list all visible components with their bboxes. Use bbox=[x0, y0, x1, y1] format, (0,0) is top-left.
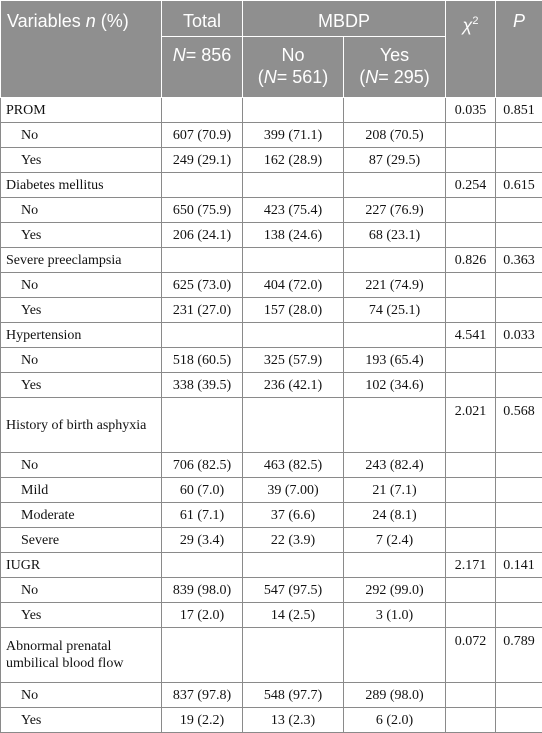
chi-square-cell: 0.254 bbox=[446, 173, 496, 198]
table-row bbox=[1, 173, 542, 198]
chi-square-cell bbox=[446, 223, 496, 248]
chi-square-cell bbox=[446, 373, 496, 398]
mbdp-yes-cell: 221 (74.9) bbox=[344, 273, 446, 298]
mbdp-yes-cell: 193 (65.4) bbox=[344, 348, 446, 373]
mbdp-yes-cell bbox=[344, 553, 446, 578]
category-label-cell: Yes bbox=[1, 298, 162, 323]
p-value-cell bbox=[496, 348, 542, 373]
mbdp-no-cell: 13 (2.3) bbox=[243, 708, 344, 733]
mbdp-no-cell: 22 (3.9) bbox=[243, 528, 344, 553]
mbdp-no-cell bbox=[243, 628, 344, 683]
category-label-cell: No bbox=[1, 123, 162, 148]
mbdp-no-cell: 548 (97.7) bbox=[243, 683, 344, 708]
table-row bbox=[1, 528, 542, 553]
table-row bbox=[1, 98, 542, 123]
variable-name-cell: Hypertension bbox=[1, 323, 162, 348]
table-row bbox=[1, 248, 542, 273]
mbdp-yes-cell: 74 (25.1) bbox=[344, 298, 446, 323]
p-value-cell bbox=[496, 123, 542, 148]
category-label-cell: Yes bbox=[1, 708, 162, 733]
p-value-cell bbox=[496, 373, 542, 398]
p-value-cell bbox=[496, 503, 542, 528]
total-cell: 839 (98.0) bbox=[162, 578, 243, 603]
category-label-cell: No bbox=[1, 453, 162, 478]
table-row bbox=[1, 298, 542, 323]
p-value-cell: 0.363 bbox=[496, 248, 542, 273]
total-cell: 518 (60.5) bbox=[162, 348, 243, 373]
chi-square-cell bbox=[446, 453, 496, 478]
total-cell bbox=[162, 398, 243, 453]
total-cell: 17 (2.0) bbox=[162, 603, 243, 628]
total-cell: 19 (2.2) bbox=[162, 708, 243, 733]
p-value-cell: 0.568 bbox=[496, 398, 542, 453]
mbdp-yes-cell: 102 (34.6) bbox=[344, 373, 446, 398]
chi-square-cell bbox=[446, 603, 496, 628]
p-value-cell bbox=[496, 273, 542, 298]
header-total: Total bbox=[162, 1, 243, 37]
category-label-cell: Yes bbox=[1, 373, 162, 398]
table-row bbox=[1, 553, 542, 578]
table-row bbox=[1, 223, 542, 248]
table-row bbox=[1, 478, 542, 503]
table-row bbox=[1, 683, 542, 708]
category-label-cell: No bbox=[1, 683, 162, 708]
p-value-cell bbox=[496, 198, 542, 223]
chi-square-cell bbox=[446, 478, 496, 503]
mbdp-yes-cell bbox=[344, 98, 446, 123]
p-value-cell: 0.033 bbox=[496, 323, 542, 348]
table-row bbox=[1, 708, 542, 733]
table-row bbox=[1, 628, 542, 683]
total-cell bbox=[162, 173, 243, 198]
category-label-cell: No bbox=[1, 198, 162, 223]
chi-square-cell: 2.021 bbox=[446, 398, 496, 453]
table-header bbox=[1, 1, 542, 98]
p-value-cell bbox=[496, 223, 542, 248]
mbdp-yes-cell: 3 (1.0) bbox=[344, 603, 446, 628]
mbdp-no-cell: 37 (6.6) bbox=[243, 503, 344, 528]
variable-name-cell: Severe preeclampsia bbox=[1, 248, 162, 273]
mbdp-no-cell bbox=[243, 248, 344, 273]
total-cell: 338 (39.5) bbox=[162, 373, 243, 398]
header-mbdp-yes: Yes (N= 295) bbox=[344, 37, 446, 98]
total-cell: 706 (82.5) bbox=[162, 453, 243, 478]
category-label-cell: Yes bbox=[1, 148, 162, 173]
total-cell: 837 (97.8) bbox=[162, 683, 243, 708]
mbdp-no-cell bbox=[243, 98, 344, 123]
table-row bbox=[1, 123, 542, 148]
mbdp-yes-cell: 289 (98.0) bbox=[344, 683, 446, 708]
p-value-cell bbox=[496, 298, 542, 323]
chi-square-cell: 0.072 bbox=[446, 628, 496, 683]
mbdp-no-cell: 404 (72.0) bbox=[243, 273, 344, 298]
table-row bbox=[1, 373, 542, 398]
mbdp-yes-cell: 7 (2.4) bbox=[344, 528, 446, 553]
total-cell: 61 (7.1) bbox=[162, 503, 243, 528]
p-value-cell: 0.615 bbox=[496, 173, 542, 198]
table-row bbox=[1, 603, 542, 628]
p-value-cell bbox=[496, 453, 542, 478]
variable-name-cell: PROM bbox=[1, 98, 162, 123]
variable-name-cell: IUGR bbox=[1, 553, 162, 578]
header-variables: Variables n (%) bbox=[1, 1, 162, 98]
mbdp-yes-cell bbox=[344, 398, 446, 453]
total-cell bbox=[162, 628, 243, 683]
category-label-cell: No bbox=[1, 273, 162, 298]
mbdp-no-cell bbox=[243, 323, 344, 348]
mbdp-yes-cell: 21 (7.1) bbox=[344, 478, 446, 503]
header-mbdp: MBDP bbox=[243, 1, 446, 37]
mbdp-yes-cell: 24 (8.1) bbox=[344, 503, 446, 528]
mbdp-no-cell bbox=[243, 173, 344, 198]
mbdp-no-cell bbox=[243, 398, 344, 453]
p-value-cell: 0.141 bbox=[496, 553, 542, 578]
table-row bbox=[1, 273, 542, 298]
mbdp-no-cell: 14 (2.5) bbox=[243, 603, 344, 628]
total-cell: 625 (73.0) bbox=[162, 273, 243, 298]
header-total-n: N= 856 bbox=[162, 37, 243, 98]
p-value-cell bbox=[496, 708, 542, 733]
variable-name-cell: History of birth asphyxia bbox=[1, 398, 162, 453]
mbdp-no-cell: 547 (97.5) bbox=[243, 578, 344, 603]
chi-square-cell bbox=[446, 503, 496, 528]
chi-square-cell bbox=[446, 198, 496, 223]
category-label-cell: No bbox=[1, 578, 162, 603]
mbdp-yes-cell: 227 (76.9) bbox=[344, 198, 446, 223]
mbdp-yes-cell: 6 (2.0) bbox=[344, 708, 446, 733]
mbdp-yes-cell bbox=[344, 248, 446, 273]
total-cell bbox=[162, 98, 243, 123]
chi-square-cell bbox=[446, 273, 496, 298]
mbdp-no-cell: 162 (28.9) bbox=[243, 148, 344, 173]
mbdp-yes-cell bbox=[344, 323, 446, 348]
chi-square-cell bbox=[446, 348, 496, 373]
chi-square-cell bbox=[446, 528, 496, 553]
table-row bbox=[1, 398, 542, 453]
mbdp-no-cell: 399 (71.1) bbox=[243, 123, 344, 148]
mbdp-yes-cell bbox=[344, 173, 446, 198]
category-label-cell: Moderate bbox=[1, 503, 162, 528]
table-row bbox=[1, 198, 542, 223]
p-value-cell bbox=[496, 148, 542, 173]
header-chi-square: $\chi^2$ bbox=[446, 1, 496, 98]
table-row bbox=[1, 503, 542, 528]
mbdp-yes-cell: 292 (99.0) bbox=[344, 578, 446, 603]
table-row bbox=[1, 348, 542, 373]
mbdp-no-cell: 423 (75.4) bbox=[243, 198, 344, 223]
mbdp-yes-cell: 87 (29.5) bbox=[344, 148, 446, 173]
header-row-1 bbox=[1, 1, 542, 37]
mbdp-no-cell: 138 (24.6) bbox=[243, 223, 344, 248]
p-value-cell bbox=[496, 528, 542, 553]
p-value-cell bbox=[496, 683, 542, 708]
total-cell: 650 (75.9) bbox=[162, 198, 243, 223]
header-p-value: P bbox=[496, 1, 542, 98]
total-cell: 249 (29.1) bbox=[162, 148, 243, 173]
table-row bbox=[1, 453, 542, 478]
mbdp-yes-cell: 243 (82.4) bbox=[344, 453, 446, 478]
table-body bbox=[1, 98, 542, 733]
mbdp-no-cell: 157 (28.0) bbox=[243, 298, 344, 323]
mbdp-yes-cell: 68 (23.1) bbox=[344, 223, 446, 248]
mbdp-yes-cell: 208 (70.5) bbox=[344, 123, 446, 148]
chi-square-cell: 0.035 bbox=[446, 98, 496, 123]
chi-square-cell: 2.171 bbox=[446, 553, 496, 578]
table-row bbox=[1, 323, 542, 348]
total-cell bbox=[162, 323, 243, 348]
chi-square-cell bbox=[446, 683, 496, 708]
total-cell: 206 (24.1) bbox=[162, 223, 243, 248]
total-cell: 60 (7.0) bbox=[162, 478, 243, 503]
mbdp-no-cell: 39 (7.00) bbox=[243, 478, 344, 503]
category-label-cell: Yes bbox=[1, 223, 162, 248]
total-cell bbox=[162, 553, 243, 578]
mbdp-no-cell bbox=[243, 553, 344, 578]
p-value-cell bbox=[496, 478, 542, 503]
total-cell bbox=[162, 248, 243, 273]
mbdp-no-cell: 463 (82.5) bbox=[243, 453, 344, 478]
total-cell: 29 (3.4) bbox=[162, 528, 243, 553]
total-cell: 231 (27.0) bbox=[162, 298, 243, 323]
variable-name-cell: Abnormal prenatal umbilical blood flow bbox=[1, 628, 162, 683]
chi-square-cell bbox=[446, 148, 496, 173]
category-label-cell: Mild bbox=[1, 478, 162, 503]
chi-square-cell bbox=[446, 298, 496, 323]
p-value-cell bbox=[496, 578, 542, 603]
total-cell: 607 (70.9) bbox=[162, 123, 243, 148]
category-label-cell: Severe bbox=[1, 528, 162, 553]
chi-square-cell bbox=[446, 708, 496, 733]
p-value-cell: 0.851 bbox=[496, 98, 542, 123]
table-row bbox=[1, 578, 542, 603]
chi-square-cell bbox=[446, 123, 496, 148]
mbdp-yes-cell bbox=[344, 628, 446, 683]
category-label-cell: Yes bbox=[1, 603, 162, 628]
p-value-cell: 0.789 bbox=[496, 628, 542, 683]
mbdp-no-cell: 236 (42.1) bbox=[243, 373, 344, 398]
chi-square-cell: 0.826 bbox=[446, 248, 496, 273]
variable-name-cell: Diabetes mellitus bbox=[1, 173, 162, 198]
p-value-cell bbox=[496, 603, 542, 628]
table-row bbox=[1, 148, 542, 173]
mbdp-no-cell: 325 (57.9) bbox=[243, 348, 344, 373]
chi-square-cell: 4.541 bbox=[446, 323, 496, 348]
header-mbdp-no: No (N= 561) bbox=[243, 37, 344, 98]
category-label-cell: No bbox=[1, 348, 162, 373]
chi-square-cell bbox=[446, 578, 496, 603]
